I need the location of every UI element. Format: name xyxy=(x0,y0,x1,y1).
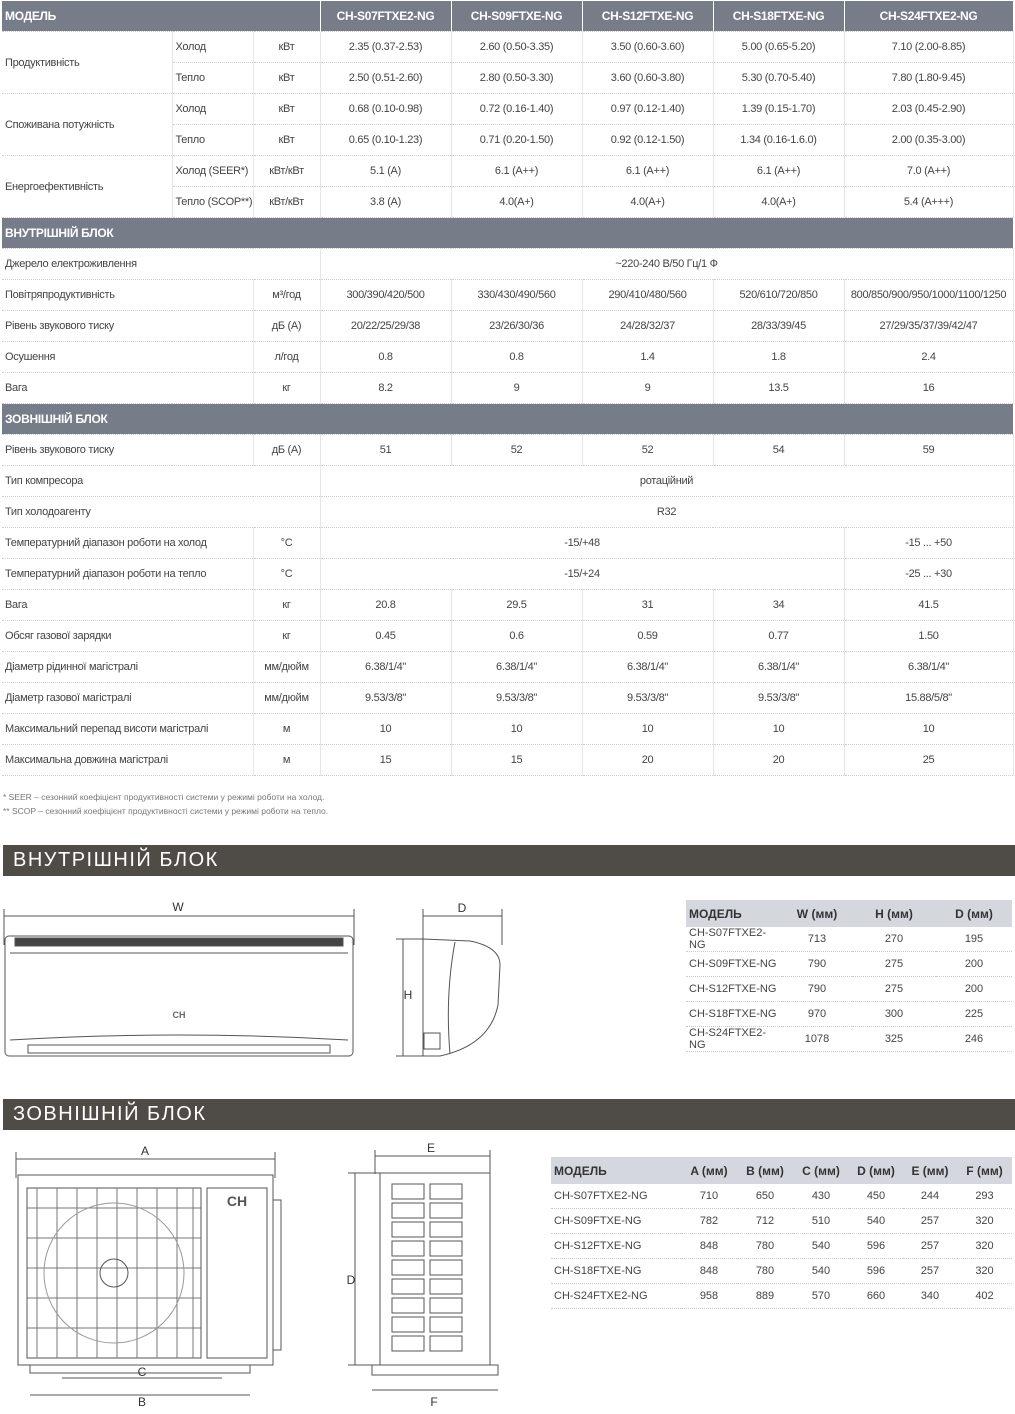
dimension-value: 257 xyxy=(903,1259,957,1284)
dimension-value: 958 xyxy=(681,1284,737,1309)
indoor-unit-drawing xyxy=(0,895,520,1065)
value-cell: 520/610/720/850 xyxy=(713,280,844,311)
value-cell: 2.80 (0.50-3.30) xyxy=(451,63,582,94)
value-cell: 0.8 xyxy=(451,342,582,373)
section-header-row xyxy=(2,404,1013,435)
row-label: Обсяг газової зарядки xyxy=(2,621,253,652)
value-cell: 7.10 (2.00-8.85) xyxy=(844,32,1013,63)
value-cell: 10 xyxy=(582,714,713,745)
dim-table-row xyxy=(551,1284,1012,1309)
dimension-value: 596 xyxy=(849,1234,903,1259)
value-cell: 29.5 xyxy=(451,590,582,621)
value-cell: 0.68 (0.10-0.98) xyxy=(320,94,451,125)
dimension-value: 713 xyxy=(782,927,852,952)
model-name: CH-S18FTXE-NG xyxy=(686,1002,782,1027)
row-unit: м xyxy=(253,745,320,776)
value-cell: 6.38/1/4" xyxy=(582,652,713,683)
dimension-value: 650 xyxy=(737,1184,793,1209)
dimension-value: 300 xyxy=(852,1002,936,1027)
row-unit: кВт/кВт xyxy=(253,187,320,218)
value-cell: 6.38/1/4" xyxy=(320,652,451,683)
table-row xyxy=(2,249,1013,280)
table-row xyxy=(2,528,1013,559)
row-unit: мм/дюйм xyxy=(253,652,320,683)
dimension-value: 450 xyxy=(849,1184,903,1209)
value-cell: 5.00 (0.65-5.20) xyxy=(713,32,844,63)
dimension-value: 712 xyxy=(737,1209,793,1234)
row-unit: °C xyxy=(253,559,320,590)
value-cell: 7.0 (A++) xyxy=(844,156,1013,187)
row-unit: °C xyxy=(253,528,320,559)
row-unit: кВт xyxy=(253,63,320,94)
value-cell: 0.97 (0.12-1.40) xyxy=(582,94,713,125)
dimension-value: 244 xyxy=(903,1184,957,1209)
value-cell: 10 xyxy=(844,714,1013,745)
dim-table-row xyxy=(686,927,1012,952)
value-cell: 300/390/420/500 xyxy=(320,280,451,311)
b-label: B xyxy=(137,1395,147,1409)
row-unit: мм/дюйм xyxy=(253,683,320,714)
table-row xyxy=(2,94,1013,125)
value-cell: 2.35 (0.37-2.53) xyxy=(320,32,451,63)
section-header-row xyxy=(2,218,1013,249)
value-cell: 23/26/30/36 xyxy=(451,311,582,342)
row-group-label: Споживана потужність xyxy=(2,94,172,156)
dim-table-row xyxy=(686,1002,1012,1027)
value-cell: 3.50 (0.60-3.60) xyxy=(582,32,713,63)
table-row xyxy=(2,559,1013,590)
value-cell: 6.38/1/4" xyxy=(451,652,582,683)
indoor-unit-side xyxy=(423,939,500,1056)
model-column-header: CH-S18FTXE-NG xyxy=(713,1,844,32)
row-unit: л/год xyxy=(253,342,320,373)
dimension-value: 200 xyxy=(936,952,1012,977)
dim-column-header: H (мм) xyxy=(852,900,936,927)
row-unit: кг xyxy=(253,590,320,621)
model-name: CH-S09FTXE-NG xyxy=(686,952,782,977)
row-unit: дБ (А) xyxy=(253,311,320,342)
table-row xyxy=(2,280,1013,311)
table-row xyxy=(2,32,1013,63)
dimension-value: 200 xyxy=(936,977,1012,1002)
dim-column-header: E (мм) xyxy=(903,1157,957,1184)
value-cell: 2.50 (0.51-2.60) xyxy=(320,63,451,94)
value-cell: 9 xyxy=(582,373,713,404)
value-cell: -25 ... +30 xyxy=(844,559,1013,590)
value-cell: ~220-240 В/50 Гц/1 Ф xyxy=(320,249,1013,280)
dim-column-header: D (мм) xyxy=(936,900,1012,927)
model-column-header: CH-S24FTXE2-NG xyxy=(844,1,1013,32)
dimension-value: 325 xyxy=(852,1027,936,1052)
value-cell: -15/+24 xyxy=(320,559,844,590)
value-cell: 6.1 (A++) xyxy=(451,156,582,187)
value-cell: 6.38/1/4" xyxy=(844,652,1013,683)
value-cell: 13.5 xyxy=(713,373,844,404)
value-cell: 5.1 (A) xyxy=(320,156,451,187)
dimension-value: 790 xyxy=(782,977,852,1002)
indoor-unit-banner: ВНУТРІШНІЙ БЛОК xyxy=(3,845,1015,876)
row-unit: м xyxy=(253,714,320,745)
value-cell: 10 xyxy=(320,714,451,745)
dimension-value: 889 xyxy=(737,1284,793,1309)
model-column-header: CH-S09FTXE-NG xyxy=(451,1,582,32)
value-cell: 1.34 (0.16-1.6.0) xyxy=(713,125,844,156)
table-row xyxy=(2,435,1013,466)
dimension-value: 225 xyxy=(936,1002,1012,1027)
value-cell: 1.8 xyxy=(713,342,844,373)
value-cell: 290/410/480/560 xyxy=(582,280,713,311)
row-unit: кг xyxy=(253,373,320,404)
row-label: Температурний діапазон роботи на холод xyxy=(2,528,253,559)
table-header-row xyxy=(2,1,1013,32)
dimension-value: 780 xyxy=(737,1234,793,1259)
row-unit: кг xyxy=(253,621,320,652)
dimension-value: 402 xyxy=(957,1284,1012,1309)
value-cell: 2.4 xyxy=(844,342,1013,373)
row-mode-label: Холод (SEER*) xyxy=(172,156,253,187)
value-cell: 54 xyxy=(713,435,844,466)
row-label: Осушення xyxy=(2,342,253,373)
row-unit: кВт xyxy=(253,125,320,156)
dim-table-row xyxy=(551,1234,1012,1259)
table-row xyxy=(2,652,1013,683)
dim-table-row xyxy=(551,1184,1012,1209)
dimension-value: 270 xyxy=(852,927,936,952)
dim-table-row xyxy=(686,977,1012,1002)
value-cell: 2.00 (0.35-3.00) xyxy=(844,125,1013,156)
value-cell: 4.0(A+) xyxy=(451,187,582,218)
row-mode-label: Тепло (SCOP**) xyxy=(172,187,253,218)
value-cell: 9 xyxy=(451,373,582,404)
dim-column-header: F (мм) xyxy=(957,1157,1012,1184)
dimension-value: 246 xyxy=(936,1027,1012,1052)
footnote-seer: * SEER – сезонний коефіцієнт продуктивності системи у режимі роботи на холод. xyxy=(3,792,325,802)
row-mode-label: Холод xyxy=(172,32,253,63)
value-cell: 41.5 xyxy=(844,590,1013,621)
value-cell: ротаційний xyxy=(320,466,1013,497)
model-name: CH-S24FTXE2-NG xyxy=(551,1284,681,1309)
value-cell: 7.80 (1.80-9.45) xyxy=(844,63,1013,94)
table-row xyxy=(2,373,1013,404)
value-cell: 20/22/25/29/38 xyxy=(320,311,451,342)
model-header: МОДЕЛЬ xyxy=(2,1,320,32)
row-mode-label: Тепло xyxy=(172,125,253,156)
dim-table-row xyxy=(686,952,1012,977)
table-row xyxy=(2,156,1013,187)
row-label: Тип холодоагенту xyxy=(2,497,320,528)
value-cell: 2.60 (0.50-3.35) xyxy=(451,32,582,63)
dimension-value: 430 xyxy=(793,1184,849,1209)
value-cell: 0.8 xyxy=(320,342,451,373)
row-label: Джерело електроживлення xyxy=(2,249,320,280)
value-cell: 6.1 (A++) xyxy=(582,156,713,187)
value-cell: 31 xyxy=(582,590,713,621)
row-label: Рівень звукового тиску xyxy=(2,311,253,342)
value-cell: 15 xyxy=(320,745,451,776)
model-name: CH-S12FTXE-NG xyxy=(686,977,782,1002)
logo: CH xyxy=(172,1010,186,1020)
dimension-value: 780 xyxy=(737,1259,793,1284)
footnote-scop: ** SCOP – сезонний коефіцієнт продуктивності системи у режимі роботи на тепло. xyxy=(3,806,329,816)
c-label: C xyxy=(137,1365,147,1379)
value-cell: 800/850/900/950/1000/1100/1250 xyxy=(844,280,1013,311)
outdoor-unit-drawing xyxy=(0,1140,520,1414)
specifications-table xyxy=(2,1,1014,776)
value-cell: 3.60 (0.60-3.80) xyxy=(582,63,713,94)
value-cell: 59 xyxy=(844,435,1013,466)
table-row xyxy=(2,745,1013,776)
value-cell: 1.39 (0.15-1.70) xyxy=(713,94,844,125)
dimension-value: 257 xyxy=(903,1209,957,1234)
value-cell: 20 xyxy=(582,745,713,776)
dimension-value: 1078 xyxy=(782,1027,852,1052)
dim-table-row xyxy=(551,1209,1012,1234)
depth-label: D xyxy=(457,901,467,915)
value-cell: 0.6 xyxy=(451,621,582,652)
dim-column-header: D (мм) xyxy=(849,1157,903,1184)
outdoor-unit-banner: ЗОВНІШНІЙ БЛОК xyxy=(3,1099,1015,1130)
dimension-value: 540 xyxy=(793,1234,849,1259)
value-cell: 24/28/32/37 xyxy=(582,311,713,342)
dim-column-header: W (мм) xyxy=(782,900,852,927)
indoor-dimensions-table xyxy=(686,900,1012,1052)
value-cell: R32 xyxy=(320,497,1013,528)
dim-header-row xyxy=(686,900,1012,927)
value-cell: 5.30 (0.70-5.40) xyxy=(713,63,844,94)
model-column-header: CH-S12FTXE-NG xyxy=(582,1,713,32)
dimension-value: 320 xyxy=(957,1234,1012,1259)
row-label: Діаметр рідинної магістралі xyxy=(2,652,253,683)
model-column-header: CH-S07FTXE2-NG xyxy=(320,1,451,32)
row-label: Температурний діапазон роботи на тепло xyxy=(2,559,253,590)
row-mode-label: Холод xyxy=(172,94,253,125)
value-cell: 28/33/39/45 xyxy=(713,311,844,342)
dimension-value: 782 xyxy=(681,1209,737,1234)
dimension-value: 660 xyxy=(849,1284,903,1309)
width-label: W xyxy=(172,900,184,914)
value-cell: 9.53/3/8" xyxy=(582,683,713,714)
value-cell: 8.2 xyxy=(320,373,451,404)
dimension-value: 970 xyxy=(782,1002,852,1027)
dim-table-row xyxy=(686,1027,1012,1052)
table-row xyxy=(2,311,1013,342)
value-cell: 16 xyxy=(844,373,1013,404)
dim-column-header: МОДЕЛЬ xyxy=(686,900,782,927)
value-cell: 330/430/490/560 xyxy=(451,280,582,311)
row-group-label: Продуктивність xyxy=(2,32,172,94)
dimension-value: 540 xyxy=(849,1209,903,1234)
table-row xyxy=(2,714,1013,745)
model-name: CH-S07FTXE2-NG xyxy=(686,927,782,952)
value-cell: 1.4 xyxy=(582,342,713,373)
dimension-value: 596 xyxy=(849,1259,903,1284)
value-cell: 9.53/3/8" xyxy=(320,683,451,714)
row-unit: дБ (А) xyxy=(253,435,320,466)
section-title: ЗОВНІШНІЙ БЛОК xyxy=(2,404,1013,435)
value-cell: 0.92 (0.12-1.50) xyxy=(582,125,713,156)
value-cell: 10 xyxy=(451,714,582,745)
dimension-value: 195 xyxy=(936,927,1012,952)
row-label: Повітряпродуктивність xyxy=(2,280,253,311)
table-row xyxy=(2,590,1013,621)
value-cell: 3.8 (A) xyxy=(320,187,451,218)
value-cell: 10 xyxy=(713,714,844,745)
table-row xyxy=(2,466,1013,497)
row-group-label: Енергоефективність xyxy=(2,156,172,218)
height-label: H xyxy=(403,988,413,1002)
table-row xyxy=(2,683,1013,714)
dimension-value: 540 xyxy=(793,1259,849,1284)
value-cell: 25 xyxy=(844,745,1013,776)
value-cell: 27/29/35/37/39/42/47 xyxy=(844,311,1013,342)
row-unit: кВт xyxy=(253,94,320,125)
value-cell: -15/+48 xyxy=(320,528,844,559)
dimension-value: 293 xyxy=(957,1184,1012,1209)
model-name: CH-S18FTXE-NG xyxy=(551,1259,681,1284)
value-cell: 15 xyxy=(451,745,582,776)
row-label: Рівень звукового тиску xyxy=(2,435,253,466)
e-label: E xyxy=(426,1141,436,1155)
dimension-value: 320 xyxy=(957,1259,1012,1284)
value-cell: 0.77 xyxy=(713,621,844,652)
value-cell: 52 xyxy=(582,435,713,466)
value-cell: 4.0(A+) xyxy=(713,187,844,218)
value-cell: 20.8 xyxy=(320,590,451,621)
section-title: ВНУТРІШНІЙ БЛОК xyxy=(2,218,1013,249)
row-label: Максимальний перепад висоти магістралі xyxy=(2,714,253,745)
dim-column-header: МОДЕЛЬ xyxy=(551,1157,681,1184)
a-label: A xyxy=(140,1144,150,1158)
row-unit: кВт/кВт xyxy=(253,156,320,187)
value-cell: 6.1 (A++) xyxy=(713,156,844,187)
row-label: Діаметр газової магістралі xyxy=(2,683,253,714)
dimension-value: 257 xyxy=(903,1234,957,1259)
row-label: Вага xyxy=(2,590,253,621)
value-cell: 52 xyxy=(451,435,582,466)
dim-header-row xyxy=(551,1157,1012,1184)
value-cell: 1.50 xyxy=(844,621,1013,652)
value-cell: 0.45 xyxy=(320,621,451,652)
value-cell: 6.38/1/4" xyxy=(713,652,844,683)
value-cell: 0.65 (0.10-1.23) xyxy=(320,125,451,156)
value-cell: 0.72 (0.16-1.40) xyxy=(451,94,582,125)
model-name: CH-S12FTXE-NG xyxy=(551,1234,681,1259)
dimension-value: 320 xyxy=(957,1209,1012,1234)
dimension-value: 570 xyxy=(793,1284,849,1309)
outdoor-dimensions-table xyxy=(551,1157,1012,1309)
row-label: Вага xyxy=(2,373,253,404)
d-label: D xyxy=(346,1273,356,1287)
dim-column-header: C (мм) xyxy=(793,1157,849,1184)
dimension-value: 848 xyxy=(681,1234,737,1259)
dimension-value: 848 xyxy=(681,1259,737,1284)
value-cell: 0.59 xyxy=(582,621,713,652)
dim-table-row xyxy=(551,1259,1012,1284)
value-cell: 0.71 (0.20-1.50) xyxy=(451,125,582,156)
dimension-value: 275 xyxy=(852,952,936,977)
value-cell: 9.53/3/8" xyxy=(451,683,582,714)
value-cell: 15.88/5/8" xyxy=(844,683,1013,714)
f-label: F xyxy=(430,1395,438,1409)
dimension-value: 340 xyxy=(903,1284,957,1309)
dim-column-header: A (мм) xyxy=(681,1157,737,1184)
row-unit: кВт xyxy=(253,32,320,63)
value-cell: 5.4 (A+++) xyxy=(844,187,1013,218)
table-row xyxy=(2,621,1013,652)
fan-grille-icon xyxy=(27,1188,201,1358)
table-row xyxy=(2,497,1013,528)
model-name: CH-S09FTXE-NG xyxy=(551,1209,681,1234)
outdoor-logo: CH xyxy=(226,1193,248,1209)
dimension-value: 710 xyxy=(681,1184,737,1209)
table-row xyxy=(2,342,1013,373)
value-cell: 34 xyxy=(713,590,844,621)
value-cell: 2.03 (0.45-2.90) xyxy=(844,94,1013,125)
dimension-value: 510 xyxy=(793,1209,849,1234)
value-cell: 4.0(A+) xyxy=(582,187,713,218)
dimension-value: 790 xyxy=(782,952,852,977)
value-cell: -15 ... +50 xyxy=(844,528,1013,559)
row-unit: м³/год xyxy=(253,280,320,311)
model-name: CH-S24FTXE2-NG xyxy=(686,1027,782,1052)
value-cell: 51 xyxy=(320,435,451,466)
value-cell: 9.53/3/8" xyxy=(713,683,844,714)
model-name: CH-S07FTXE2-NG xyxy=(551,1184,681,1209)
row-mode-label: Тепло xyxy=(172,63,253,94)
value-cell: 20 xyxy=(713,745,844,776)
dimension-value: 275 xyxy=(852,977,936,1002)
row-label: Максимальна довжина магістралі xyxy=(2,745,253,776)
dim-column-header: B (мм) xyxy=(737,1157,793,1184)
row-label: Тип компресора xyxy=(2,466,320,497)
